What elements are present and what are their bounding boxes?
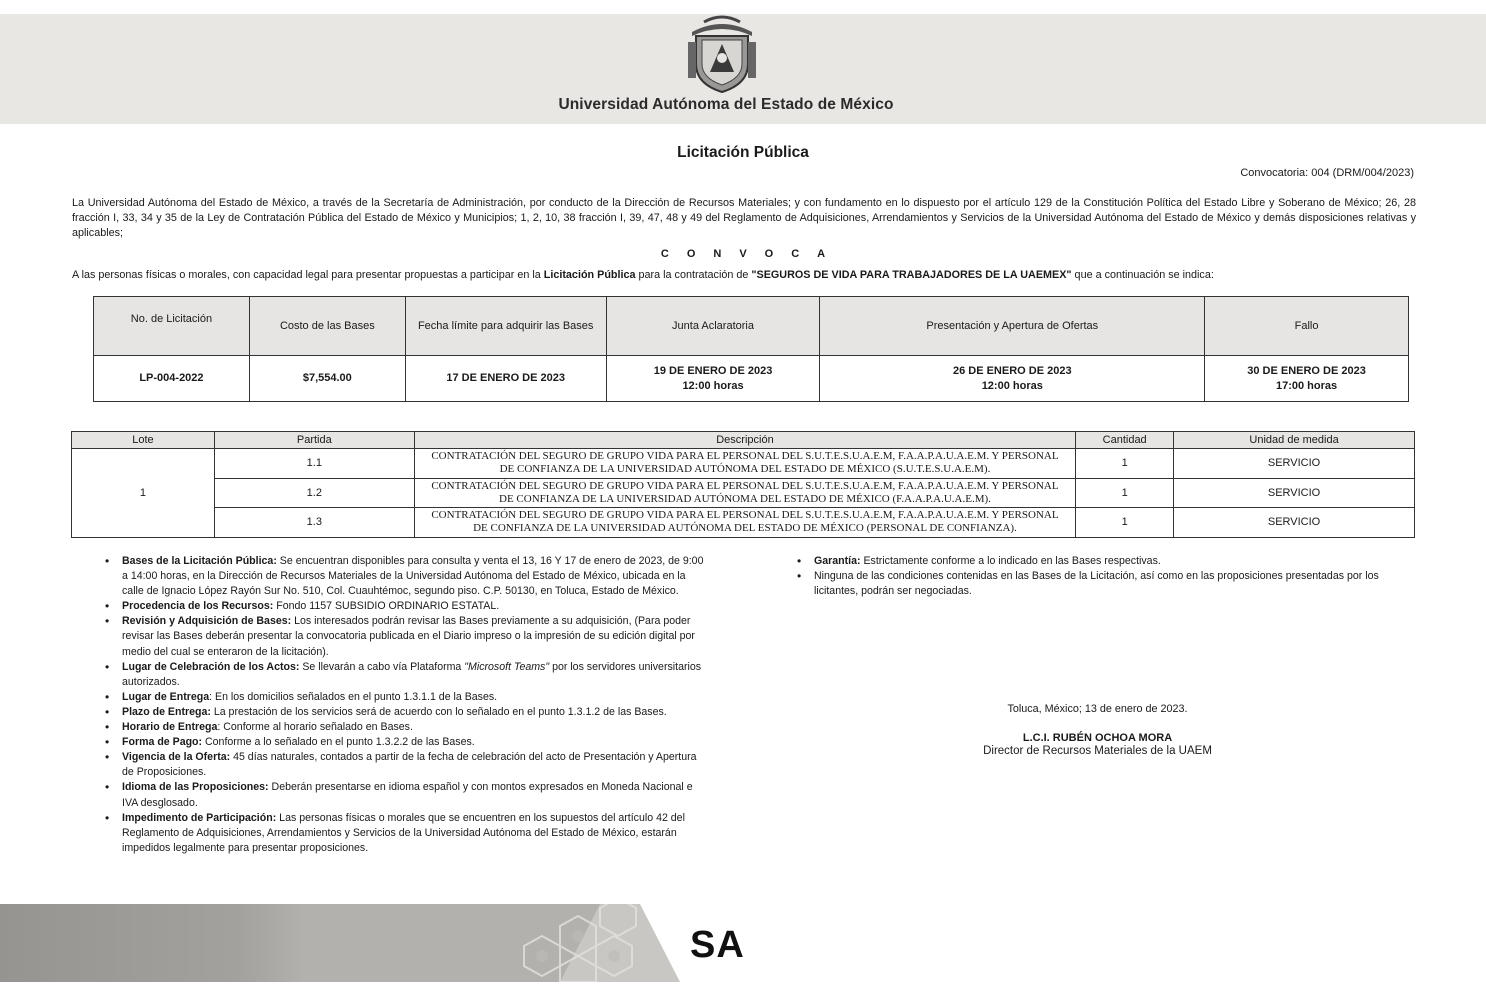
cantidad: 1 xyxy=(1076,478,1174,508)
signatory-name: L.C.I. RUBÉN OCHOA MORA xyxy=(1022,732,1173,744)
invitation-text-b: Licitación Pública xyxy=(543,269,636,281)
items-header: Descripción xyxy=(414,432,1075,449)
items-table xyxy=(71,431,1415,538)
list-item: • Lugar de Celebración de los Actos: Se llevarán a cabo vía Plataforma "Microsoft Teams" por los servidores universitarios autorizados. xyxy=(105,660,705,690)
schedule-header: Fecha límite para adquirir las Bases xyxy=(405,297,606,356)
partida: 1.3 xyxy=(214,508,414,538)
unidad: SERVICIO xyxy=(1174,478,1415,508)
convocatoria-number: Convocatoria: 004 (DRM/004/2023) xyxy=(1240,167,1414,179)
presentacion-cell xyxy=(820,356,1205,402)
list-item: • Garantía: Estrictamente conforme a lo indicado en las Bases respectivas. xyxy=(797,554,1397,569)
university-seal-logo xyxy=(686,14,758,94)
lote-number: 1 xyxy=(72,449,215,538)
list-item: • Idioma de las Proposiciones: Deberán presentarse en idioma español y con montos expresados en Moneda Nacional e IVA desglosado. xyxy=(105,780,705,810)
invitation-text-c: para la contratación de xyxy=(635,269,752,281)
conditions-list-left xyxy=(105,554,705,856)
schedule-header: Costo de las Bases xyxy=(249,297,405,356)
invitation-text-d: "SEGUROS DE VIDA PARA TRABAJADORES DE LA UAEMEX" xyxy=(751,269,1072,281)
list-item: • Forma de Pago: Conforme a lo señalado en el punto 1.3.2.2 de las Bases. xyxy=(105,735,705,750)
junta-date: 19 DE ENERO DE 2023 xyxy=(653,364,773,377)
list-item: • Revisión y Adquisición de Bases: Los interesados podrán revisar las Bases previamente a su adquisición, (Para poder revisar las Bases deberán presentar la convocatoria publicada en el Diario impreso o la impresión de su edición digital por medio del cual se enteraron de la licitación). xyxy=(105,614,705,659)
presentacion-date: 26 DE ENERO DE 2023 xyxy=(952,364,1072,377)
list-item: • Procedencia de los Recursos: Fondo 1157 SUBSIDIO ORDINARIO ESTATAL. xyxy=(105,599,705,614)
description: CONTRATACIÓN DEL SEGURO DE GRUPO VIDA PARA EL PERSONAL DEL S.U.T.E.S.U.A.E.M, F.A.A.P.A.U.A.E.M. Y PERSONAL DE CONFIANZA DE LA UNIVERSIDAD AUTÓNOMA DEL ESTADO DE MÉXICO (F.A.A.P.A.U.A.E.M). xyxy=(414,478,1075,508)
conditions-list-right xyxy=(797,554,1397,599)
invitation-text-e: que a continuación se indica: xyxy=(1071,269,1214,281)
list-item: • Bases de la Licitación Pública: Se encuentran disponibles para consulta y venta el 13, 16 Y 17 de enero de 2023, de 9:00 a 14:00 horas, en la Dirección de Recursos Materiales de la Universidad Autónoma del Estado de México, ubicada en la calle de Ignacio López Rayón Sur No. 510, Col. Cuauhtémoc, segundo piso. C.P. 50130, en Toluca, Estado de México. xyxy=(105,554,705,599)
schedule-header: Presentación y Apertura de Ofertas xyxy=(820,297,1205,356)
bases-cost: $7,554.00 xyxy=(249,356,405,402)
schedule-row xyxy=(94,356,1409,402)
table-row xyxy=(72,449,1415,479)
schedule-header: No. de Licitación xyxy=(94,297,250,356)
list-item: • Ninguna de las condiciones contenidas en las Bases de la Licitación, así como en las proposiciones presentadas por los licitantes, podrán ser negociadas. xyxy=(797,569,1397,599)
list-item: • Impedimento de Participación: Las personas físicas o morales que se encuentren en los supuestos del artículo 42 del Reglamento de Adquisiciones, Arrendamientos y Servicios de la Universidad Autónoma del Estado de México, estarán impedidos legalmente para presentar proposiciones. xyxy=(105,811,705,856)
fallo-date: 30 DE ENERO DE 2023 xyxy=(1247,364,1366,377)
items-header-row xyxy=(72,432,1415,449)
list-item: • Vigencia de la Oferta: 45 días naturales, contados a partir de la fecha de celebración del acto de Presentación y Apertura de Proposiciones. xyxy=(105,750,705,780)
presentacion-time: 12:00 horas xyxy=(981,379,1043,392)
junta-time: 12:00 horas xyxy=(682,379,744,392)
items-header: Cantidad xyxy=(1076,432,1174,449)
cantidad: 1 xyxy=(1076,508,1174,538)
fallo-time: 17:00 horas xyxy=(1275,379,1338,392)
items-header: Partida xyxy=(214,432,414,449)
items-header: Unidad de medida xyxy=(1174,432,1415,449)
invitation-text-a: A las personas físicas o morales, con capacidad legal para presentar propuestas a participar en la xyxy=(72,269,544,281)
partida: 1.2 xyxy=(214,478,414,508)
table-row xyxy=(72,478,1415,508)
convoca-heading: CONVOCA xyxy=(660,248,844,260)
unidad: SERVICIO xyxy=(1174,508,1415,538)
place-date: Toluca, México; 13 de enero de 2023. xyxy=(1007,703,1188,715)
deadline-date: 17 DE ENERO DE 2023 xyxy=(405,356,606,402)
cantidad: 1 xyxy=(1076,449,1174,479)
list-item: • Lugar de Entrega: En los domicilios señalados en el punto 1.3.1.1 de la Bases. xyxy=(105,690,705,705)
university-name: Universidad Autónoma del Estado de México xyxy=(558,96,894,113)
junta-cell xyxy=(606,356,820,402)
schedule-table xyxy=(93,296,1409,402)
schedule-header: Fallo xyxy=(1205,297,1409,356)
list-item: • Horario de Entrega: Conforme al horario señalado en Bases. xyxy=(105,720,705,735)
table-row xyxy=(72,508,1415,538)
signatory-role: Director de Recursos Materiales de la UAEM xyxy=(983,745,1212,757)
schedule-header-row xyxy=(94,297,1409,356)
list-item: • Plazo de Entrega: La prestación de los servicios será de acuerdo con lo señalado en el punto 1.3.1.2 de las Bases. xyxy=(105,705,705,720)
items-header: Lote xyxy=(72,432,215,449)
unidad: SERVICIO xyxy=(1174,449,1415,479)
section-label: SA xyxy=(690,924,745,966)
partida: 1.1 xyxy=(214,449,414,479)
schedule-header: Junta Aclaratoria xyxy=(606,297,820,356)
invitation-paragraph xyxy=(72,268,1416,282)
page-title: Licitación Pública xyxy=(677,144,809,161)
description: CONTRATACIÓN DEL SEGURO DE GRUPO VIDA PARA EL PERSONAL DEL S.U.T.E.S.U.A.E.M, F.A.A.P.A.U.A.E.M. Y PERSONAL DE CONFIANZA DE LA UNIVERSIDAD AUTÓNOMA DEL ESTADO DE MÉXICO (S.U.T.E.S.U.A.E.M). xyxy=(414,449,1075,479)
description: CONTRATACIÓN DEL SEGURO DE GRUPO VIDA PARA EL PERSONAL DEL S.U.T.E.S.U.A.E.M, F.A.A.P.A.U.A.E.M. Y PERSONAL DE CONFIANZA DE LA UNIVERSIDAD AUTÓNOMA DEL ESTADO DE MÉXICO (PERSONAL DE CONFIANZA). xyxy=(414,508,1075,538)
intro-paragraph: La Universidad Autónoma del Estado de México, a través de la Secretaría de Administración, por conducto de la Dirección de Recursos Materiales; y con fundamento en lo dispuesto por el artículo 129 de la Constitución Política del Estado Libre y Soberano de México; 26, 28 fracción I, 33, 34 y 35 de la Ley de Contratación Pública del Estado de México y Municipios; 1, 2, 10, 38 fracción I, 39, 47, 48 y 49 del Reglamento de Adquisiciones, Arrendamientos y Servicios de la Universidad Autónoma del Estado de México y demás disposiciones relativas y aplicables; xyxy=(72,197,1416,239)
fallo-cell xyxy=(1205,356,1409,402)
licitacion-number: LP-004-2022 xyxy=(94,356,250,402)
